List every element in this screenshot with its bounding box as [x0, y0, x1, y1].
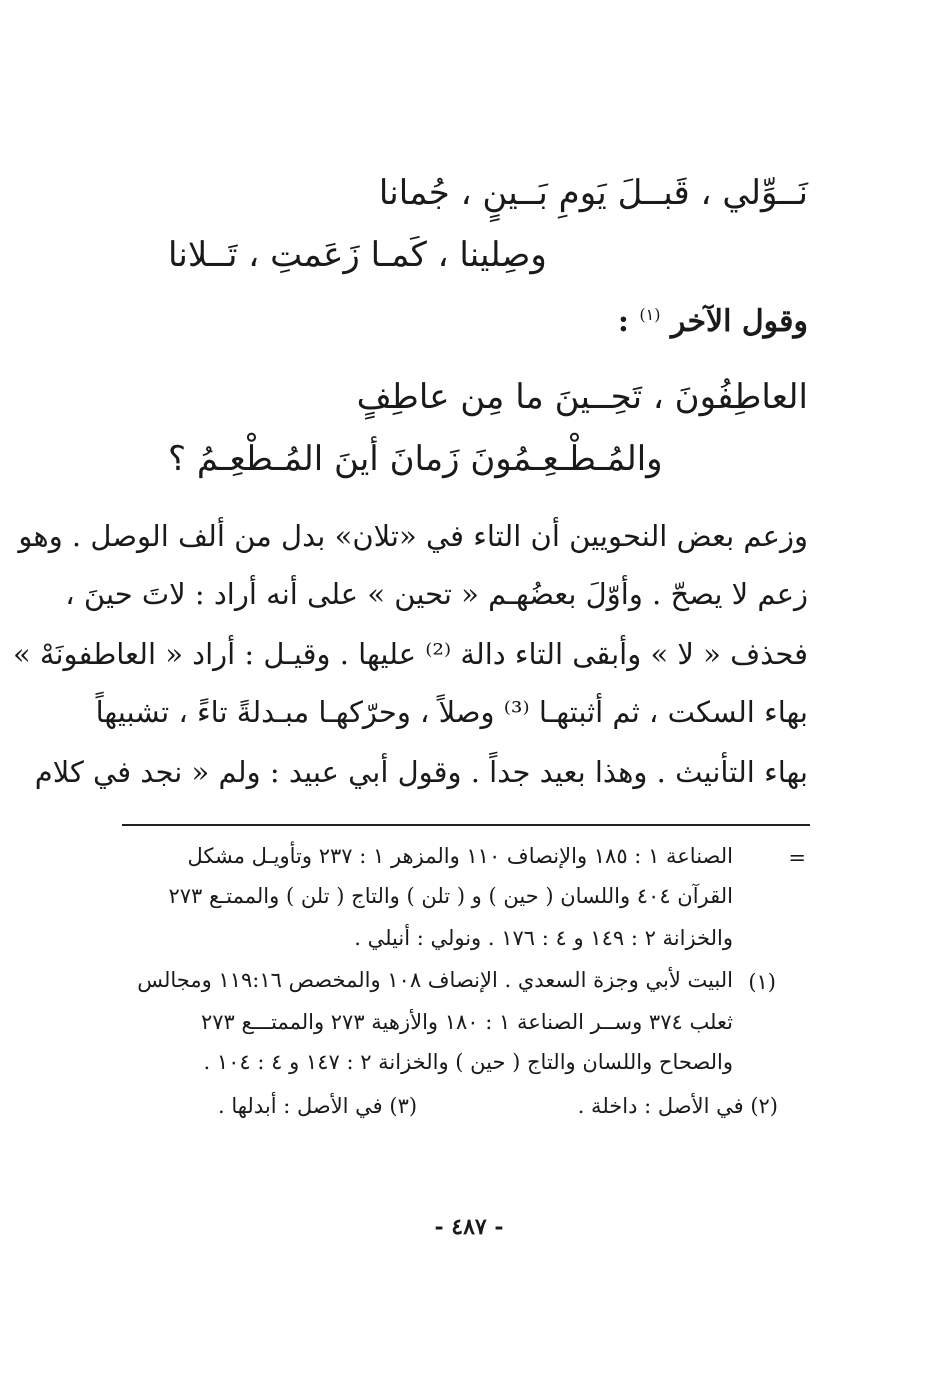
footnote-1-line-1: البيت لأبي وجزة السعدي . الإنصاف ١٠٨ والمخصص ١١٩:١٦ ومجالس: [137, 968, 733, 992]
body-line-3: فحذف « لا » وأبقى التاء دالة ⁽²⁾ عليها . وقيـل : أراد « العاطفونَهْ »: [12, 637, 808, 671]
body-line-1: وزعم بعض النحويين أن التاء في «تلان» بدل من ألف الوصل . وهو: [18, 519, 808, 553]
footnote-divider: [122, 824, 810, 826]
footnote-2: [578, 1094, 778, 1118]
footnote-continuation-marker: =: [788, 846, 806, 870]
footnote-continuation-line-1: الصناعة ١ : ١٨٥ والإنصاف ١١٠ والمزهر ١ : ٢٣٧ وتأويـل مشكل: [187, 844, 733, 868]
poem2-line2: والمُـطْـعِـمُونَ زَمانَ أينَ المُـطْعِـمُ ؟: [168, 439, 663, 479]
footnote-3: [218, 1094, 417, 1118]
footnotes-2-3-row: [218, 1094, 778, 1118]
footnote-2-marker: (٢): [750, 1094, 778, 1118]
poem1-line2: وصِلينا ، كَمـا زَعَمتِ ، تَــلانا: [168, 235, 547, 275]
footnote-1-marker: (١): [748, 970, 776, 994]
footnote-1-line-3: والصحاح واللسان والتاج ( حين ) والخزانة ٢ : ١٤٧ و ٤ : ١٠٤ .: [203, 1050, 733, 1074]
body-line-2: زعم لا يصحّ . وأوّلَ بعضُهـم « تحين » على أنه أراد : لاتَ حينَ ،: [65, 577, 808, 611]
footnote-3-text: في الأصل : أبدلها .: [218, 1094, 383, 1118]
quote-heading-colon: :: [617, 304, 629, 339]
quote-heading: [618, 304, 808, 339]
body-line-5: بهاء التأنيث . وهذا بعيد جداً . وقول أبي عبيد : ولم « نجد في كلام: [34, 755, 808, 789]
quote-heading-text: وقول الآخر: [670, 304, 808, 339]
page-number: - ٤٨٧ -: [434, 1214, 504, 1240]
poem2-line1: العاطِفُونَ ، تَحِــينَ ما مِن عاطِفٍ: [356, 377, 808, 417]
poem1-line1: نَــوِّلي ، قَبــلَ يَومِ بَــينٍ ، جُمانا: [378, 173, 808, 213]
quote-heading-footnote-ref: (١): [639, 305, 661, 324]
body-line-4: بهاء السكت ، ثم أثبتهـا ⁽³⁾ وصلاً ، وحرّكهـا مبـدلةً تاءً ، تشبيهاً: [95, 695, 808, 729]
footnote-continuation-line-2: القرآن ٤٠٤ واللسان ( حين ) و ( تلن ) والتاج ( تلن ) والممتـع ٢٧٣: [168, 884, 733, 908]
footnote-continuation-line-3: والخزانة ٢ : ١٤٩ و ٤ : ١٧٦ . ونولي : أنيلي .: [354, 926, 733, 950]
footnote-3-marker: (٣): [389, 1094, 418, 1118]
footnote-2-text: في الأصل : داخلة .: [577, 1094, 744, 1118]
footnote-1-line-2: ثعلب ٣٧٤ وســر الصناعة ١ : ١٨٠ والأزهية ٢٧٣ والممتـــع ٢٧٣: [200, 1010, 733, 1034]
